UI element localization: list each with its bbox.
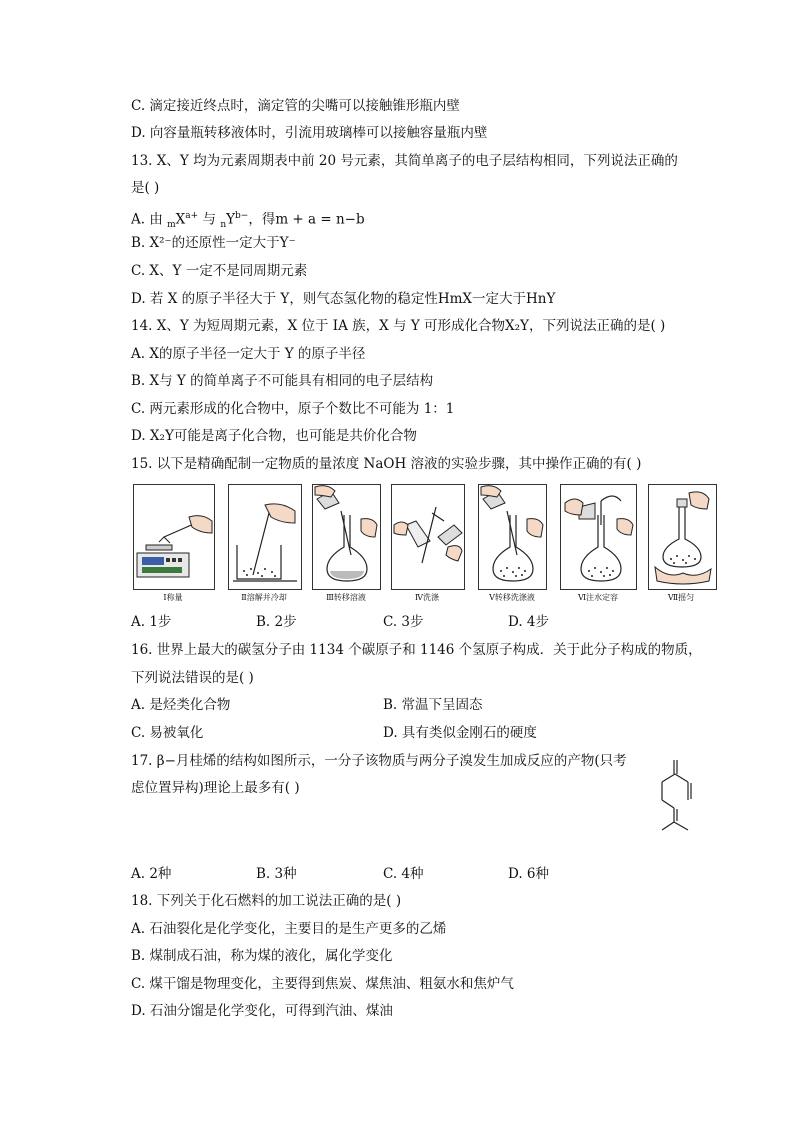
q16-option-d: D. 具有类似金刚石的硬度 xyxy=(383,725,537,741)
caption-step-1: Ⅰ称量 xyxy=(163,593,183,602)
q13-option-a xyxy=(131,207,365,234)
q17-option-b: B. 3种 xyxy=(256,866,297,882)
q18-option-c: C. 煤干馏是物理变化，主要得到焦炭、煤焦油、粗氨水和焦炉气 xyxy=(131,976,514,992)
q18-option-b: B. 煤制成石油，称为煤的液化，属化学变化 xyxy=(131,948,393,964)
q18-option-d: D. 石油分馏是化学变化，可得到汽油、煤油 xyxy=(131,1003,393,1019)
myrcene-structure xyxy=(648,758,698,840)
q16-stem-cont: 下列说法错误的是( ) xyxy=(131,670,254,686)
q14-option-c: C. 两元素形成的化合物中，原子个数比不可能为 1：1 xyxy=(131,401,455,417)
q13a-y-prescript: n xyxy=(220,220,227,231)
q15-option-c: C. 3步 xyxy=(383,614,424,630)
caption-step-6: Ⅵ注水定容 xyxy=(577,593,619,602)
caption-step-5: Ⅴ转移洗涤液 xyxy=(489,593,535,602)
q15-option-b: B. 2步 xyxy=(256,614,297,630)
q13-option-d: D. 若 X 的原子半径大于 Y，则气态氢化物的稳定性HmX一定大于HnY xyxy=(131,291,556,307)
q13a-prefix: A. 由 xyxy=(131,211,168,228)
step-make-up-volume-figure xyxy=(560,484,637,590)
q14-option-b: B. X与 Y 的简单离子不可能具有相同的电子层结构 xyxy=(131,373,434,389)
q13a-x-prescript: m xyxy=(167,220,176,231)
q13a-y-charge: b− xyxy=(235,211,249,221)
step-shake-figure xyxy=(648,484,717,590)
q17-option-c: C. 4种 xyxy=(383,866,424,882)
q13a-x-symbol: X xyxy=(175,211,186,228)
q13-option-b: B. X²⁻的还原性一定大于Y⁻ xyxy=(131,235,296,251)
caption-step-3: Ⅲ转移溶液 xyxy=(326,593,366,602)
q16-stem: 16. 世界上最大的碳氢分子由 1134 个碳原子和 1146 个氢原子构成．关于此分子构成的物质， xyxy=(131,642,702,658)
q14-stem: 14. X、Y 为短周期元素，X 位于 IA 族，X 与 Y 可形成化合物X₂Y，下列说法正确的是( ) xyxy=(131,318,666,334)
q16-option-a: A. 是烃类化合物 xyxy=(131,697,231,713)
caption-step-4: Ⅳ洗涤 xyxy=(415,593,439,602)
q13a-mid: 与 xyxy=(198,211,221,228)
q17-option-a: A. 2种 xyxy=(131,866,172,882)
step-weighing-figure xyxy=(133,484,215,590)
q16-option-c: C. 易被氧化 xyxy=(131,725,204,741)
step-dissolve-figure xyxy=(228,484,302,590)
q18-stem: 18. 下列关于化石燃料的加工说法正确的是( ) xyxy=(131,893,402,909)
q13-option-c: C. X、Y 一定不是同周期元素 xyxy=(131,263,308,279)
q12-option-c: C. 滴定接近终点时，滴定管的尖嘴可以接触锥形瓶内壁 xyxy=(131,98,460,114)
q14-option-a: A. X的原子半径一定大于 Y 的原子半径 xyxy=(131,346,366,362)
q14-option-d: D. X₂Y可能是离子化合物，也可能是共价化合物 xyxy=(131,428,417,444)
q17-stem-cont: 虑位置异构)理论上最多有( ) xyxy=(131,780,300,796)
q12-option-d: D. 向容量瓶转移液体时，引流用玻璃棒可以接触容量瓶内壁 xyxy=(131,125,488,141)
q17-stem: 17. β−月桂烯的结构如图所示，一分子该物质与两分子溴发生加成反应的产物(只考 xyxy=(131,753,627,769)
q17-option-d: D. 6种 xyxy=(508,866,550,882)
q18-option-a: A. 石油裂化是化学变化，主要目的是生产更多的乙烯 xyxy=(131,921,447,937)
q13-stem-cont: 是( ) xyxy=(131,180,160,196)
q15-stem: 15. 以下是精确配制一定物质的量浓度 NaOH 溶液的实验步骤，其中操作正确的有( ) xyxy=(131,456,642,472)
step-transfer-figure xyxy=(312,484,381,590)
caption-step-7: Ⅶ摇匀 xyxy=(667,593,695,602)
q13a-y-symbol: Y xyxy=(226,211,236,228)
q13a-suffix: ，得m + a = n−b xyxy=(248,211,365,228)
q13a-x-charge: a+ xyxy=(185,211,199,221)
q13-stem: 13. X、Y 均为元素周期表中前 20 号元素，其简单离子的电子层结构相同，下列说法正确的 xyxy=(131,153,678,169)
q16-option-b: B. 常温下呈固态 xyxy=(383,697,483,713)
caption-step-2: Ⅱ溶解并冷却 xyxy=(241,593,287,602)
step-transfer-wash-figure xyxy=(478,484,547,590)
step-wash-figure xyxy=(391,484,465,590)
q15-option-a: A. 1步 xyxy=(131,614,172,630)
q15-option-d: D. 4步 xyxy=(508,614,550,630)
